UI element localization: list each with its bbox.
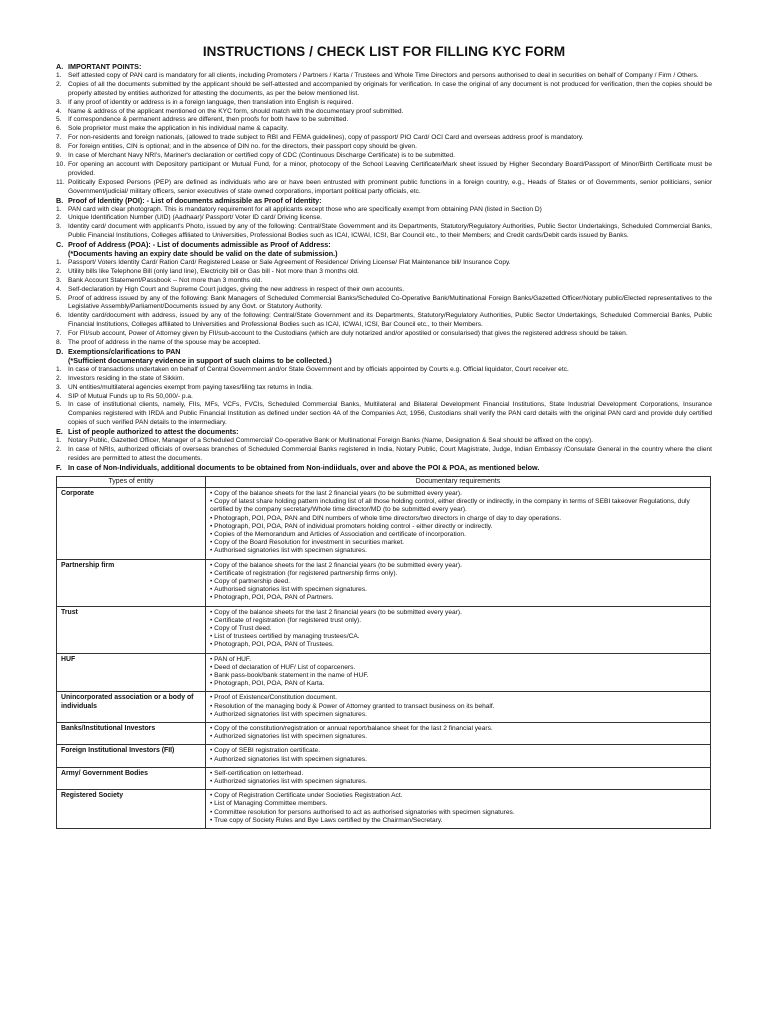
requirement-item: • Committee resolution for persons authorised to act as authorised signatories with specimen signatures.	[210, 809, 706, 817]
table-row	[57, 653, 711, 692]
requirements-list	[210, 562, 706, 603]
table-row	[57, 767, 711, 789]
item-text: If any proof of identity or address is in a foreign language, then translation into English is required.	[68, 98, 354, 106]
list-item	[56, 206, 712, 215]
item-text: Copies of all the documents submitted by the applicant should be self-attested and accompanied by originals for verification. In case the original of any document is not produced for verification, then the copies should be properly attested by entities authorized for attesting the documents, as per the below mentioned list.	[68, 80, 712, 97]
list-item	[56, 81, 712, 99]
table-header-row	[57, 476, 711, 487]
requirement-item: • Authorised signatories list with specimen signatures.	[210, 586, 706, 594]
requirement-item: • Copy of the constitution/registration or annual report/balance sheet for the last 2 financial years.	[210, 725, 706, 733]
list-item	[56, 330, 712, 339]
requirements-cell	[206, 653, 711, 692]
requirement-item: • Photograph, POI, POA, PAN and DIN numbers of whole time directors/two directors in charge of day to day operations.	[210, 515, 706, 523]
list-item	[56, 125, 712, 134]
item-number: 1.	[56, 365, 62, 373]
table-row	[57, 606, 711, 653]
requirement-item: • Copy of SEBI registration certificate.	[210, 747, 706, 755]
requirements-cell	[206, 745, 711, 767]
list-item	[56, 366, 712, 375]
item-number: 4.	[56, 107, 62, 115]
list-item	[56, 393, 712, 402]
item-text: Bank Account Statement/Passbook -- Not more than 3 months old.	[68, 276, 263, 284]
item-number: 1.	[56, 205, 62, 213]
item-text: In case of NRIs, authorized officials of overseas branches of Scheduled Commercial Banks registered in India, Notary Public, Court Magistrate, Judge, Indian Embassy /Consulate General in the country where the client resides are permitted to attest the documents.	[68, 445, 712, 462]
list-item	[56, 286, 712, 295]
section-heading-text: Proof of Address (POA): - List of documents admissible as Proof of Address:	[68, 240, 331, 250]
item-text: Unique Identification Number (UID) (Aadhaar)/ Passport/ Voter ID card/ Driving license.	[68, 214, 322, 222]
item-text: Self attested copy of PAN card is mandatory for all clients, including Promoters / Partners / Karta / Trustees and Whole Time Directors and persons authorised to deal in securities on behalf of Company / Firm / Others.	[68, 71, 699, 79]
item-text: Politically Exposed Persons (PEP) are defined as individuals who are or have been entrusted with prominent public functions in a foreign country, e.g., Heads of States or of Governments, senior politicians, senior Government/judicial/ military officers, senior executives of state owned corporations, important political party officials, etc.	[68, 178, 712, 195]
item-text: In case of institutional clients, namely, FIIs, MFs, VCFs, FVCIs, Scheduled Commercial Banks, Multilateral and Bilateral Development Financial Institutions, State Industrial Development Corporations, Insurance Companies registered with IRDA and Public Financial Institution as defined under section 4A of the Companies Act, 1956, Custodians shall verify the PAN card details with the original PAN card and provide duly certified copies of such verified PAN details to the intermediary.	[68, 401, 712, 427]
list-item	[56, 295, 712, 313]
list-item	[56, 116, 712, 125]
item-number: 6.	[56, 125, 62, 133]
list-item	[56, 99, 712, 108]
section-heading	[56, 464, 712, 473]
requirement-item: • Certificate of registration (for registered trust only).	[210, 617, 706, 625]
entity-requirements-table	[56, 476, 711, 829]
requirements-cell	[206, 722, 711, 744]
item-number: 5.	[56, 401, 62, 409]
section-key: F.	[56, 462, 62, 472]
item-text: In case of Merchant Navy NRI's, Mariner's declaration or certified copy of CDC (Continuous Discharge Certificate) is to be submitted.	[68, 152, 455, 160]
list-item	[56, 72, 712, 81]
section-key: E.	[56, 427, 63, 437]
table-row	[57, 722, 711, 744]
item-number: 2.	[56, 214, 62, 222]
item-text: Self-declaration by High Court and Supreme Court judges, giving the new address in respect of their own accounts.	[68, 285, 405, 293]
requirement-item: • Authorized signatories list with specimen signatures.	[210, 711, 706, 719]
item-text: For non-residents and foreign nationals, (allowed to trade subject to RBI and FEMA guidelines), copy of passport/ PIO Card/ OCI Card and overseas address proof is mandatory.	[68, 134, 584, 142]
requirement-item: • Photograph, POI, POA, PAN of Partners.	[210, 594, 706, 602]
header-documentary-requirements: Documentary requirements	[206, 476, 711, 487]
requirement-item: • Copy of Trust deed.	[210, 625, 706, 633]
item-text: If correspondence & permanent address are different, then proofs for both have to be submitted.	[68, 116, 349, 124]
item-number: 3.	[56, 223, 62, 231]
item-number: 6.	[56, 312, 62, 320]
requirements-list	[210, 725, 706, 741]
table-row	[57, 487, 711, 559]
section-heading	[56, 428, 712, 437]
section-heading	[56, 63, 712, 72]
entity-type-cell: Unincorporated association or a body of individuals	[57, 692, 206, 723]
requirements-list	[210, 490, 706, 556]
item-number: 3.	[56, 383, 62, 391]
item-text: For foreign entities, CIN is optional; and in the absence of DIN no. for the directors, their passport copy should be given.	[68, 143, 417, 151]
requirement-item: • Copy of the Board Resolution for investment in securities market.	[210, 539, 706, 547]
item-text: For FII/sub account, Power of Attorney given by FII/sub-account to the Custodians (which are duly notarized and/or apostiled or consularised) that gives the registered address should be taken.	[68, 330, 628, 338]
requirement-item: • Deed of declaration of HUF/ List of coparceners.	[210, 664, 706, 672]
instruction-sections	[56, 63, 712, 473]
list-item	[56, 375, 712, 384]
requirement-item: • PAN of HUF.	[210, 656, 706, 664]
item-number: 8.	[56, 143, 62, 151]
requirement-item: • Copy of the balance sheets for the last 2 financial years (to be submitted every year).	[210, 562, 706, 570]
item-number: 2.	[56, 80, 62, 88]
item-number: 1.	[56, 437, 62, 445]
item-number: 1.	[56, 258, 62, 266]
item-text: Investors residing in the state of Sikkim.	[68, 374, 185, 382]
section-subheading: (*Documents having an expiry date should be valid on the date of submission.)	[68, 249, 338, 259]
entity-type-cell: Banks/Institutional Investors	[57, 722, 206, 744]
item-number: 4.	[56, 392, 62, 400]
item-text: Proof of address issued by any of the following: Bank Managers of Scheduled Commercial Banks/Scheduled Co-Operative Bank/Multinational Foreign Banks/Gazetted Officer/Notary public/Elected representatives to the Legislative Assembly/Parliament/Documents issued by any Govt. or Statutory Authority.	[68, 294, 712, 311]
section-heading-text: List of people authorized to attest the documents:	[68, 427, 239, 437]
requirement-item: • List of Managing Committee members.	[210, 800, 706, 808]
section-key: C.	[56, 240, 64, 250]
item-text: UN entities/multilateral agencies exempt from paying taxes/filing tax returns in India.	[68, 383, 313, 391]
item-number: 10.	[56, 160, 66, 168]
list-item	[56, 161, 712, 179]
list-item	[56, 277, 712, 286]
item-number: 3.	[56, 98, 62, 106]
list-item	[56, 384, 712, 393]
requirement-item: • Photograph, POI, POA, PAN of individual promoters holding control - either directly or indirectly.	[210, 523, 706, 531]
requirements-list	[210, 792, 706, 825]
item-number: 2.	[56, 374, 62, 382]
list-item	[56, 179, 712, 197]
item-number: 9.	[56, 152, 62, 160]
item-text: Notary Public, Gazetted Officer, Manager of a Scheduled Commercial/ Co-operative Bank or Multinational Foreign Banks (Name, Designation & Seal should be affixed on the copy).	[68, 437, 593, 445]
requirements-list	[210, 747, 706, 763]
requirements-cell	[206, 767, 711, 789]
list-item	[56, 143, 712, 152]
requirement-item: • Authorized signatories list with specimen signatures.	[210, 733, 706, 741]
requirement-item: • Resolution of the managing body & Power of Attorney granted to transact business on its behalf.	[210, 703, 706, 711]
section-subheading: (*Sufficient documentary evidence in support of such claims to be collected.)	[68, 355, 332, 365]
requirements-cell	[206, 692, 711, 723]
list-item	[56, 446, 712, 464]
list-item	[56, 134, 712, 143]
requirement-item: • Proof of Existence/Constitution document.	[210, 694, 706, 702]
list-item	[56, 268, 712, 277]
section-key: B.	[56, 195, 64, 205]
item-text: Identity card/document with address, issued by any of the following: Central/State Government and its Departments, Statutory/Regulatory Authorities, Public Sector Undertakings, Scheduled Commercial Banks, Public Financial Institutions, Colleges affiliated to Universities and Professional Bodies such as ICAI, ICWAI, ICSI, Bar Council etc., to their Members.	[68, 312, 712, 329]
list-item	[56, 401, 712, 428]
item-text: Utility bills like Telephone Bill (only land line), Electricity bill or Gas bill - Not more than 3 months old.	[68, 267, 359, 275]
entity-type-cell: Registered Society	[57, 790, 206, 829]
entity-type-cell: Corporate	[57, 487, 206, 559]
item-number: 5.	[56, 294, 62, 302]
requirement-item: • Copy of partnership deed.	[210, 578, 706, 586]
requirements-cell	[206, 487, 711, 559]
requirements-list	[210, 694, 706, 719]
table-row	[57, 692, 711, 723]
requirement-item: • Copy of Registration Certificate under Societies Registration Act.	[210, 792, 706, 800]
item-number: 11.	[56, 178, 65, 186]
item-number: 4.	[56, 285, 62, 293]
requirement-item: • Authorized signatories list with specimen signatures.	[210, 778, 706, 786]
item-text: SIP of Mutual Funds up to Rs 50,000/- p.a.	[68, 392, 193, 400]
item-number: 7.	[56, 134, 62, 142]
section-key: D.	[56, 347, 64, 356]
requirement-item: • Photograph, POI, POA, PAN of Karta.	[210, 680, 706, 688]
list-item	[56, 437, 712, 446]
item-number: 3.	[56, 276, 62, 284]
requirement-item: • Copies of the Memorandum and Articles of Association and certificate of incorporation.	[210, 531, 706, 539]
item-text: Sole proprietor must make the application in his individual name & capacity.	[68, 125, 289, 133]
entity-type-cell: Trust	[57, 606, 206, 653]
list-item	[56, 214, 712, 223]
header-entity-type: Types of entity	[57, 476, 206, 487]
requirements-cell	[206, 790, 711, 829]
list-item	[56, 223, 712, 241]
requirement-item: • Authorized signatories list with specimen signatures.	[210, 756, 706, 764]
requirements-list	[210, 656, 706, 689]
section-heading-text: Exemptions/clarifications to PAN	[68, 347, 181, 356]
list-item	[56, 259, 712, 268]
section-heading-text: IMPORTANT POINTS:	[68, 62, 142, 71]
section-heading-text: Proof of Identity (POI): - List of documents admissible as Proof of Identity:	[68, 195, 322, 205]
item-number: 2.	[56, 267, 62, 275]
requirement-item: • Copy of latest share holding pattern including list of all those holding control, either directly or indirectly, in the company in terms of SEBI takeover Regulations, duly certified by the company secretary/Whole time director/MD (to be submitted every year).	[210, 498, 706, 514]
section-heading-text: In case of Non-Individuals, additional documents to be obtained from Non-indiiduals, over and above the POI & POA, as mentioned below.	[68, 462, 540, 472]
item-number: 2.	[56, 445, 62, 453]
list-item	[56, 152, 712, 161]
item-text: For opening an account with Depository participant or Mutual Fund, for a minor, photocopy of the School Leaving Certificate/Mark sheet issued by Higher Secondary Board/Passport of Minor/Birth Certificate must be provided.	[68, 160, 712, 177]
requirements-list	[210, 770, 706, 786]
section-heading	[56, 197, 712, 206]
requirement-item: • Photograph, POI, POA, PAN of Trustees.	[210, 641, 706, 649]
table-row	[57, 790, 711, 829]
list-item	[56, 108, 712, 117]
requirement-item: • True copy of Society Rules and Bye Laws certified by the Chairman/Secretary.	[210, 817, 706, 825]
item-number: 7.	[56, 330, 62, 338]
section-key: A.	[56, 62, 64, 71]
requirement-item: • Copy of the balance sheets for the last 2 financial years (to be submitted every year).	[210, 490, 706, 498]
requirement-item: • Bank pass-book/bank statement in the name of HUF.	[210, 672, 706, 680]
entity-type-cell: Army/ Government Bodies	[57, 767, 206, 789]
table-row	[57, 745, 711, 767]
item-text: Name & address of the applicant mentioned on the KYC form, should match with the documentary proof submitted.	[68, 107, 404, 115]
item-text: PAN card with clear photograph. This is mandatory requirement for all applicants except those who are specifically exempt from obtaining PAN (listed in Section D)	[68, 205, 542, 213]
requirement-item: • Self-certification on letterhead.	[210, 770, 706, 778]
requirement-item: • Authorised signatories list with specimen signatures.	[210, 547, 706, 555]
item-text: Identity card/ document with applicant's Photo, issued by any of the following: Central/State Government and its Departments, Statutory/Regulatory Authorities, Public Sector Undertakings, Scheduled Commercial Banks, Public Financial Institutions, Colleges affiliated to Universities, Professional Bodies such as ICAI, ICWAI, ICSI, Bar Council etc., to their Members; and Credit cards/Debit cards issued by Banks.	[68, 223, 712, 240]
requirement-item: • Copy of the balance sheets for the last 2 financial years (to be submitted every year).	[210, 609, 706, 617]
table-row	[57, 559, 711, 606]
table-body	[57, 487, 711, 828]
item-text: In case of transactions undertaken on behalf of Central Government and/or State Government and by officials appointed by Courts e.g. Official liquidator, Court receiver etc.	[68, 365, 569, 373]
entity-type-cell: HUF	[57, 653, 206, 692]
item-text: The proof of address in the name of the spouse may be accepted.	[68, 339, 261, 347]
requirement-item: • List of trustees certified by managing trustees/CA.	[210, 633, 706, 641]
item-number: 1.	[56, 71, 62, 79]
entity-type-cell: Partnership firm	[57, 559, 206, 606]
entity-type-cell: Foreign Institutional Investors (FII)	[57, 745, 206, 767]
requirements-cell	[206, 559, 711, 606]
item-text: Passport/ Voters Identity Card/ Ration Card/ Registered Lease or Sale Agreement of Residence/ Driving License/ Flat Maintenance bill/ Insurance Copy.	[68, 258, 511, 266]
requirements-cell	[206, 606, 711, 653]
list-item	[56, 312, 712, 330]
requirements-list	[210, 609, 706, 650]
requirement-item: • Certificate of registration (for registered partnership firms only).	[210, 570, 706, 578]
page-title: INSTRUCTIONS / CHECK LIST FOR FILLING KYC FORM	[202, 44, 566, 59]
item-number: 5.	[56, 116, 62, 124]
item-number: 8.	[56, 339, 62, 347]
